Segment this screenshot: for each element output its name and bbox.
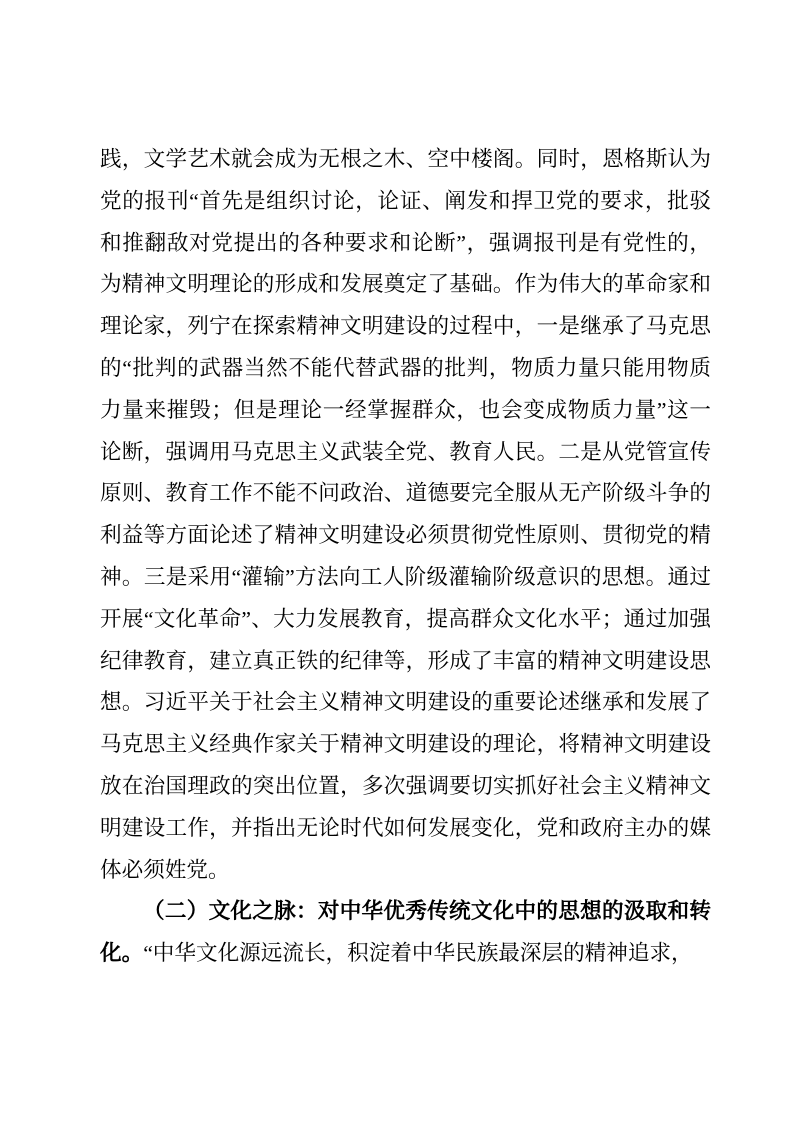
paragraph-continuation: 践，文学艺术就会成为无根之木、空中楼阁。同时，恩格斯认为党的报刊“首先是组织讨论，论证、阐发和捍卫党的要求，批驳和推翻敌对党提出的各种要求和论断”，强调报刊是有党性的，为精神文明理论的形成和发展奠定了基础。作为伟大的革命家和理论家，列宁在探索精神文明建设的过程中，一是继承了马克思的“批判的武器当然不能代替武器的批判，物质力量只能用物质力量来摧毁；但是理论一经掌握群众，也会变成物质力量”这一论断，强调用马克思主义武装全党、教育人民。二是从党管宣传原则、教育工作不能不问政治、道德要完全服从无产阶级斗争的利益等方面论述了精神文明建设必须贯彻党性原则、贯彻党的精神。三是采用“灌输”方法向工人阶级灌输阶级意识的思想。通过开展“文化革命”、大力发展教育，提高群众文化水平；通过加强纪律教育，建立真正铁的纪律等，形成了丰富的精神文明建设思想。习近平关于社会主义精神文明建设的重要论述继承和发展了马克思主义经典作家关于精神文明建设的理论，将精神文明建设放在治国理政的突出位置，多次强调要切实抓好社会主义精神文明建设工作，并指出无论时代如何发展变化，党和政府主办的媒体必须姓党。 — [100, 147, 711, 882]
document-text-block — [100, 139, 711, 975]
section-body-text: “中华文化源远流长，积淀着中华民族最深层的精神追求， — [143, 941, 693, 966]
paragraph-section-2 — [100, 891, 711, 975]
section-heading: （二）文化之脉：对中华优秀传统文化中的思想的汲取和转化。 — [100, 899, 711, 966]
